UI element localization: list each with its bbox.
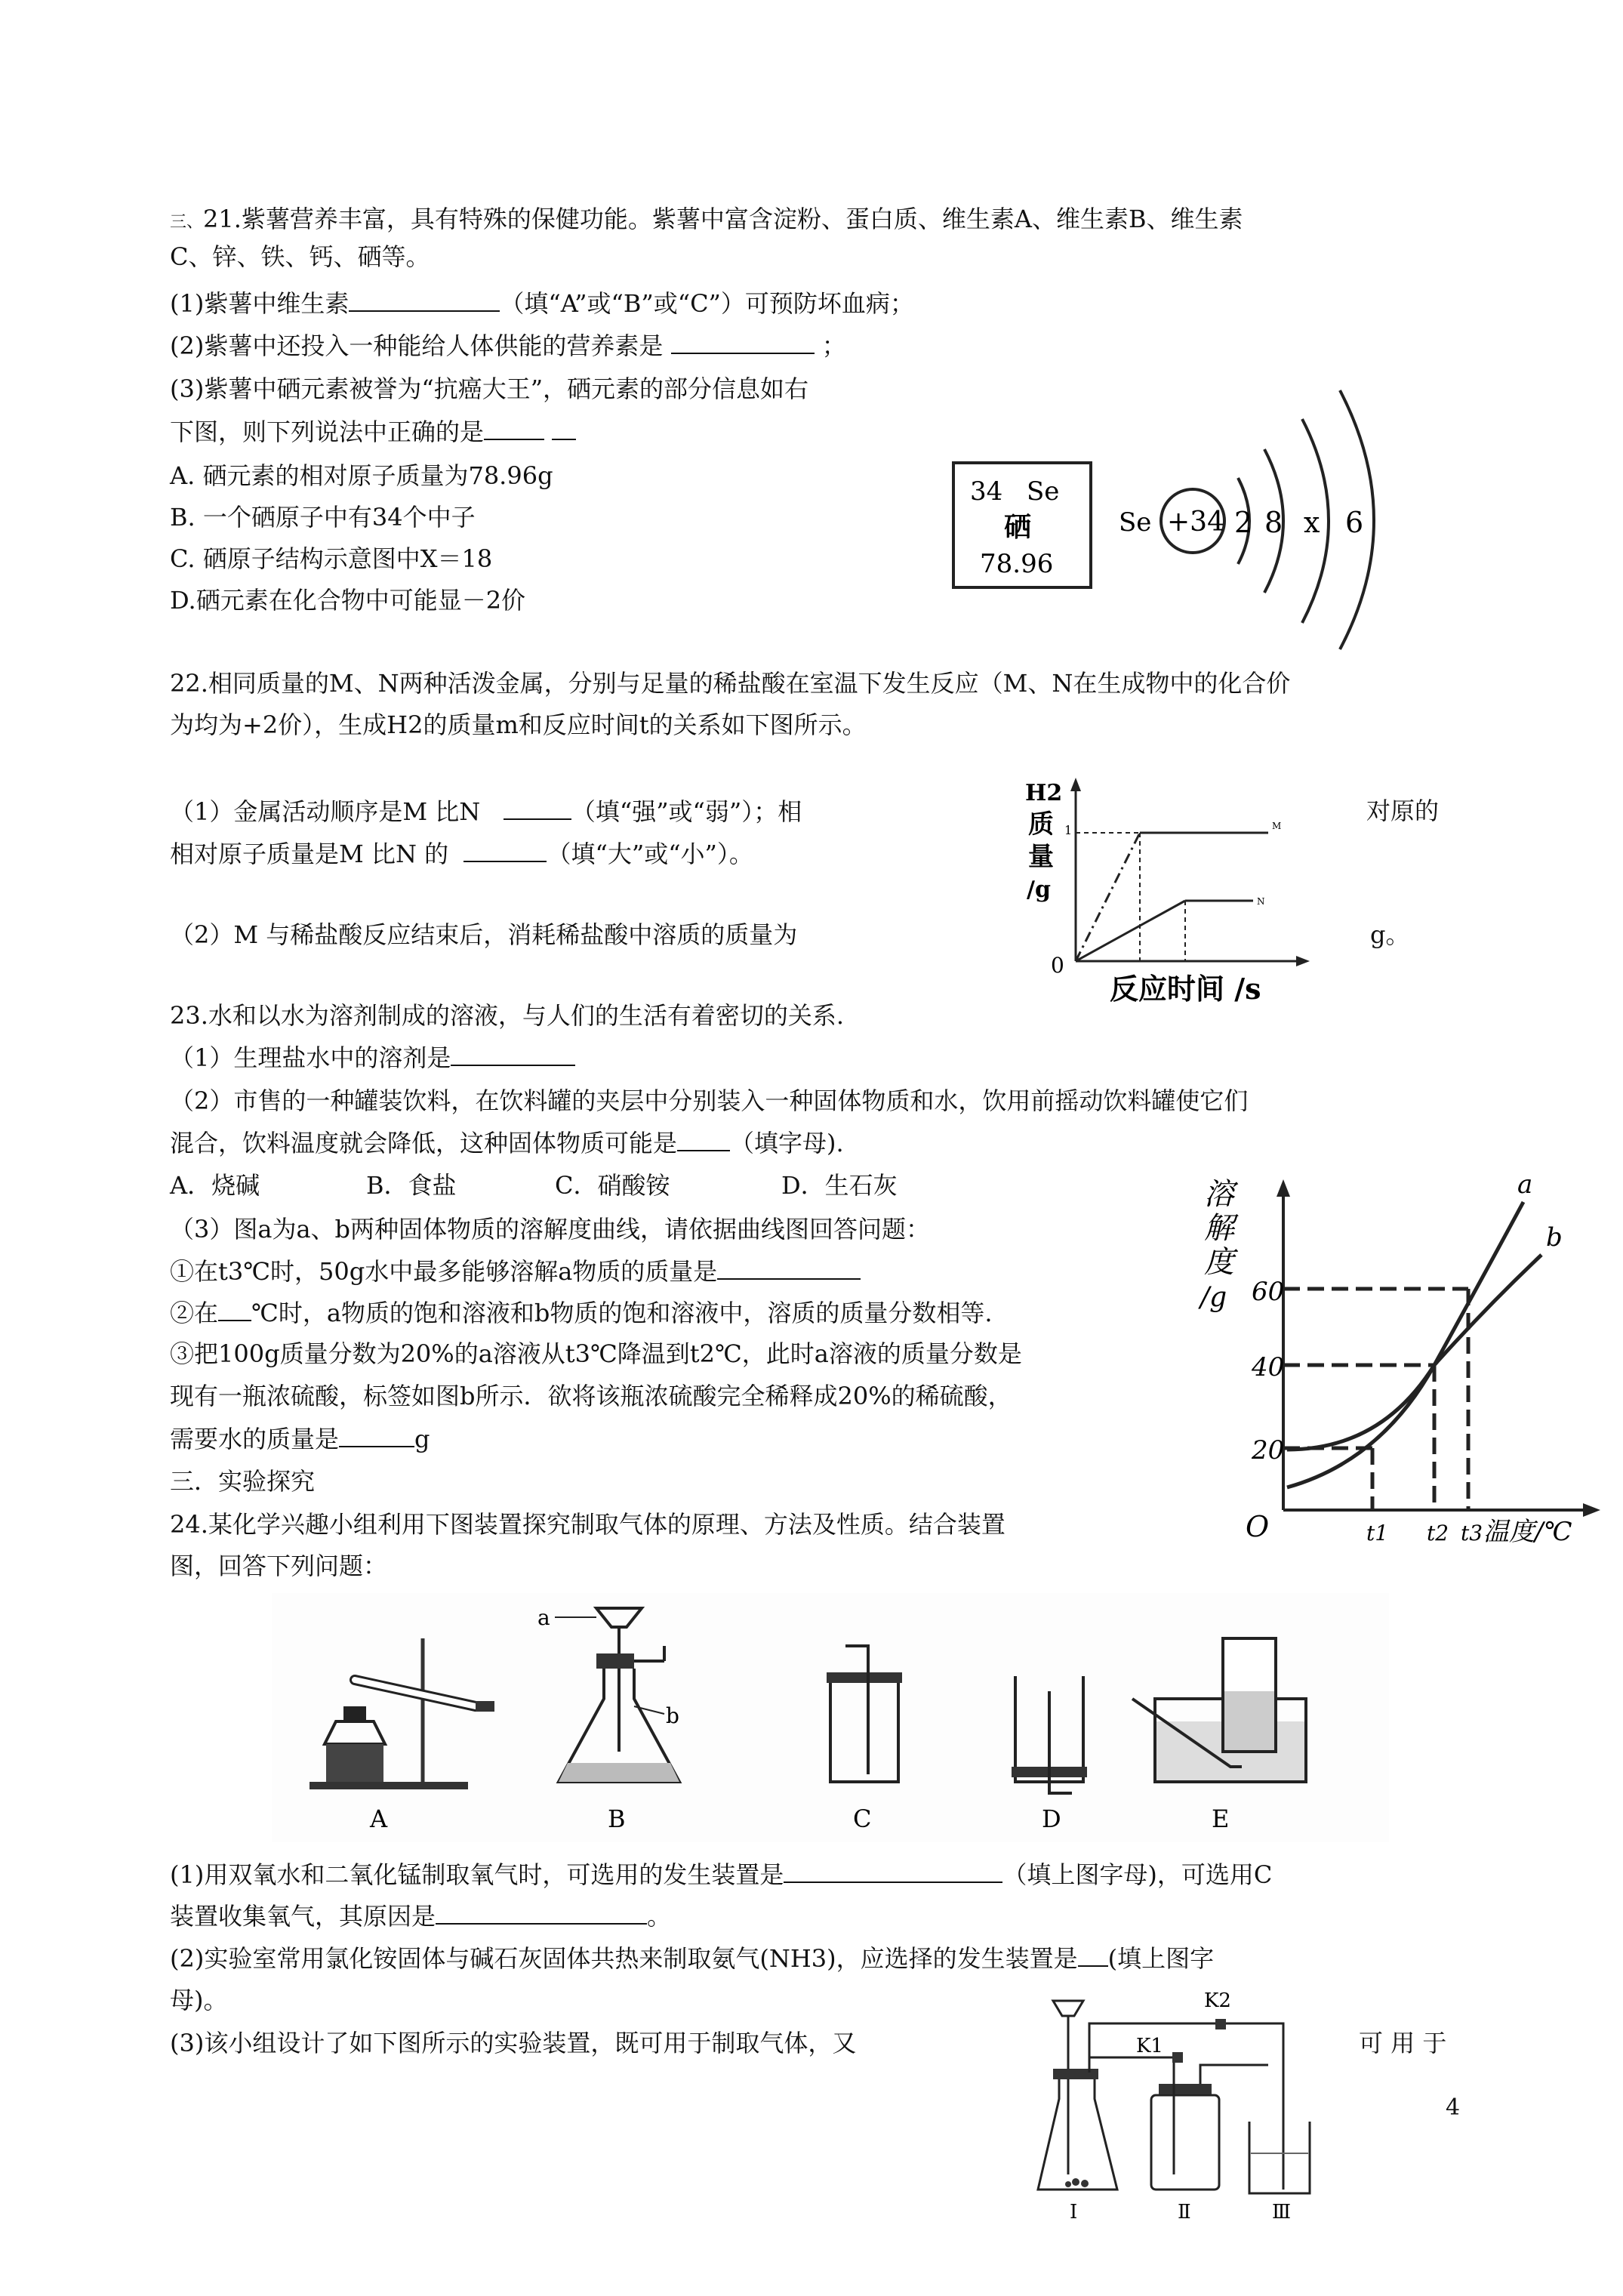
q24-part3: (3)该小组设计了如下图所示的实验装置，既可用于制取气体，又 <box>170 2029 857 2057</box>
section-mark: 三、 <box>170 213 204 232</box>
q22-part1-tail: 对原的 <box>1366 797 1440 825</box>
graph-ylabel-top: H2 <box>1025 780 1063 806</box>
chart-ytick: 40 <box>1252 1352 1285 1382</box>
q21-option-d: D.硒元素在化合物中可能显－2价 <box>170 586 526 615</box>
curve-n-label: N <box>1257 896 1265 907</box>
answer-blank[interactable] <box>339 1423 414 1447</box>
q24-part1-line1: (1)用双氧水和二氧化锰制取氧气时，可选用的发生装置是 （填上图字母)，可选用C <box>170 1860 1273 1889</box>
chart-xtick: t1 <box>1366 1521 1389 1546</box>
q23-part2-line1: （2）市售的一种罐装饮料，在饮料罐的夹层中分别装入一种固体物质和水，饮用前摇动饮料罐使它们 <box>170 1086 1249 1115</box>
answer-blank[interactable] <box>218 1297 251 1321</box>
q23-part1: （1）生理盐水中的溶剂是 <box>170 1042 575 1073</box>
graph-ylabel: 量 <box>1028 842 1054 872</box>
answer-blank[interactable] <box>451 1042 575 1066</box>
answer-blank[interactable] <box>1078 1943 1108 1967</box>
q23-sub4: 现有一瓶浓硫酸，标签如图b所示．欲将该瓶浓硫酸完全稀释成20%的稀硫酸， <box>170 1382 1012 1410</box>
q22-stem-line2: 为均为+2价），生成H2的质量m和反应时间t的关系如下图所示。 <box>170 710 867 739</box>
chart-ylabel: /g <box>1200 1282 1227 1313</box>
nucleus-charge: +34 <box>1167 507 1224 538</box>
q21-part3-line1: (3)紫薯中硒元素被誉为“抗癌大王”，硒元素的部分信息如右 <box>170 374 809 403</box>
q23-sub1: ①在t3℃时，50g水中最多能够溶解a物质的质量是 <box>170 1256 861 1287</box>
q21-option-b: B. 一个硒原子中有34个中子 <box>170 503 476 532</box>
chart-ylabel: 溶 <box>1204 1177 1234 1212</box>
q22-part1-line2: 相对原子质量是M 比N 的 （填“大”或“小”）。 <box>170 840 753 868</box>
curve-b-label: b <box>1546 1222 1563 1253</box>
q23-option-b: B．食盐 <box>366 1171 457 1200</box>
answer-blank[interactable] <box>436 1900 647 1925</box>
q21-stem-line1: 三、21.紫薯营养丰富，具有特殊的保健功能。紫薯中富含淀粉、蛋白质、维生素A、维生素B、维生素 <box>170 205 1243 233</box>
graph-origin: 0 <box>1051 953 1064 978</box>
solubility-chart <box>1185 1163 1623 1563</box>
chart-ytick: 20 <box>1252 1435 1285 1465</box>
q24-part3-tail: 可 用 于 <box>1359 2029 1447 2057</box>
q23-sub3: ③把100g质量分数为20%的a溶液从t3℃降温到t2℃，此时a溶液的质量分数是 <box>170 1339 1022 1368</box>
answer-blank[interactable] <box>504 796 571 820</box>
q23-option-c: C．硝酸铵 <box>555 1171 670 1200</box>
q23-sub2: ②在 ℃时，a物质的饱和溶液和b物质的饱和溶液中，溶质的质量分数相等. <box>170 1299 993 1327</box>
chart-ytick: 60 <box>1252 1277 1285 1307</box>
q23-stem: 23.水和以水为溶剂制成的溶液，与人们的生活有着密切的关系. <box>170 1001 845 1030</box>
q23-part2-line2: 混合，饮料温度就会降低，这种固体物质可能是 （填字母). <box>170 1129 844 1157</box>
answer-blank[interactable] <box>484 416 544 440</box>
q23-option-a: A．烧碱 <box>170 1171 260 1200</box>
apparatus-label: A <box>370 1804 388 1833</box>
hydrogen-mass-graph <box>1012 769 1321 1018</box>
curve-a-label: a <box>1517 1170 1533 1200</box>
graph-xlabel: 反应时间 /s <box>1110 972 1261 1006</box>
shell-electrons: 6 <box>1345 506 1364 539</box>
y-axis-arrow <box>1277 1179 1290 1197</box>
element-mass: 78.96 <box>980 549 1054 579</box>
q22-part2: （2）M 与稀盐酸反应结束后，消耗稀盐酸中溶质的质量为 <box>170 920 798 949</box>
shell-electrons: x <box>1304 506 1320 539</box>
flask-label: Ⅰ <box>1070 2201 1078 2224</box>
chart-xlabel: 温度/℃ <box>1483 1517 1572 1547</box>
graph-ylabel: 质 <box>1028 809 1054 840</box>
chart-ylabel: 度 <box>1204 1245 1234 1280</box>
q24-stem-line2: 图，回答下列问题： <box>170 1552 388 1580</box>
q23-part3: （3）图a为a、b两种固体物质的溶解度曲线，请依据曲线图回答问题： <box>170 1215 931 1244</box>
atom-structure-figure <box>1110 381 1397 653</box>
q24-part1-line2: 装置收集氧气，其原因是 。 <box>170 1902 672 1931</box>
q22-stem-line1: 22.相同质量的M、N两种活泼金属，分别与足量的稀盐酸在室温下发生反应（M、N在生成物中的化合价 <box>170 669 1291 698</box>
q21-option-c: C. 硒原子结构示意图中X＝18 <box>170 544 493 573</box>
q21-part3-line2: 下图，则下列说法中正确的是 <box>170 416 576 447</box>
flask-label: Ⅱ <box>1178 2201 1191 2224</box>
element-name: 硒 <box>1004 511 1032 543</box>
shell-electrons: 2 <box>1234 506 1253 539</box>
element-atomic-number: 34 <box>970 476 1003 507</box>
q22-part2-unit: g。 <box>1370 920 1410 949</box>
curve-b <box>1287 1255 1541 1450</box>
x-axis-arrow <box>1296 956 1310 966</box>
element-symbol: Se <box>1027 476 1060 507</box>
q21-option-a: A. 硒元素的相对原子质量为78.96g <box>170 461 553 490</box>
answer-blank[interactable] <box>784 1859 1002 1883</box>
chart-xtick: t2 <box>1427 1521 1449 1546</box>
chart-origin: O <box>1246 1510 1270 1543</box>
gas-setup-figure <box>1023 1978 1355 2227</box>
page-number: 4 <box>1446 2094 1461 2121</box>
chart-ylabel: 解 <box>1204 1211 1234 1246</box>
shell-electrons: 8 <box>1264 506 1283 539</box>
q21-part1: (1)紫薯中维生素 （填“A”或“B”或“C”）可预防坏血病； <box>170 289 914 318</box>
answer-blank[interactable] <box>671 330 815 354</box>
flask-label: Ⅲ <box>1272 2201 1292 2224</box>
y-axis-arrow <box>1070 778 1081 791</box>
graph-tick: 1 <box>1064 823 1073 837</box>
q23-option-d: D．生石灰 <box>781 1171 898 1200</box>
q22-part1-line1: （1）金属活动顺序是M 比N （填“强”或“弱”）；相 <box>170 797 802 826</box>
answer-blank[interactable] <box>349 288 500 312</box>
graph-ylabel: /g <box>1027 877 1051 903</box>
q23-sub5: 需要水的质量是 g <box>170 1425 430 1453</box>
q24-part2-line2: 母)。 <box>170 1986 228 2014</box>
apparatus-label: C <box>853 1804 872 1833</box>
apparatus-part-label: a <box>537 1605 550 1630</box>
apparatus-figure <box>272 1593 1389 1842</box>
answer-blank[interactable] <box>463 838 547 862</box>
q21-stem-line2: C、锌、铁、钙、硒等。 <box>170 242 430 271</box>
curve-m-rise <box>1076 833 1140 961</box>
apparatus-label: D <box>1042 1804 1061 1833</box>
curve-n-rise <box>1076 901 1185 961</box>
apparatus-part-label: b <box>666 1703 679 1728</box>
answer-blank[interactable] <box>677 1127 730 1151</box>
x-axis-arrow <box>1583 1503 1600 1517</box>
blank-tail <box>552 416 576 440</box>
atom-symbol: Se <box>1119 507 1152 538</box>
answer-blank[interactable] <box>717 1256 861 1280</box>
curve-m-label: M <box>1272 821 1282 831</box>
element-cell-figure <box>951 461 1095 593</box>
valve-label: K2 <box>1204 1989 1231 2012</box>
chart-xtick: t3 <box>1461 1521 1483 1546</box>
apparatus-label: B <box>608 1804 626 1833</box>
apparatus-label: E <box>1212 1804 1230 1833</box>
section-title: 三．实验探究 <box>170 1467 316 1496</box>
valve-label: K1 <box>1136 2035 1163 2057</box>
q24-part2-line1: (2)实验室常用氯化铵固体与碱石灰固体共热来制取氨气(NH3)，应选择的发生装置是 (填上图字 <box>170 1944 1215 1973</box>
q24-stem-line1: 24.某化学兴趣小组利用下图装置探究制取气体的原理、方法及性质。结合装置 <box>170 1510 1006 1539</box>
q21-part2: (2)紫薯中还投入一种能给人体供能的营养素是 ； <box>170 331 846 360</box>
